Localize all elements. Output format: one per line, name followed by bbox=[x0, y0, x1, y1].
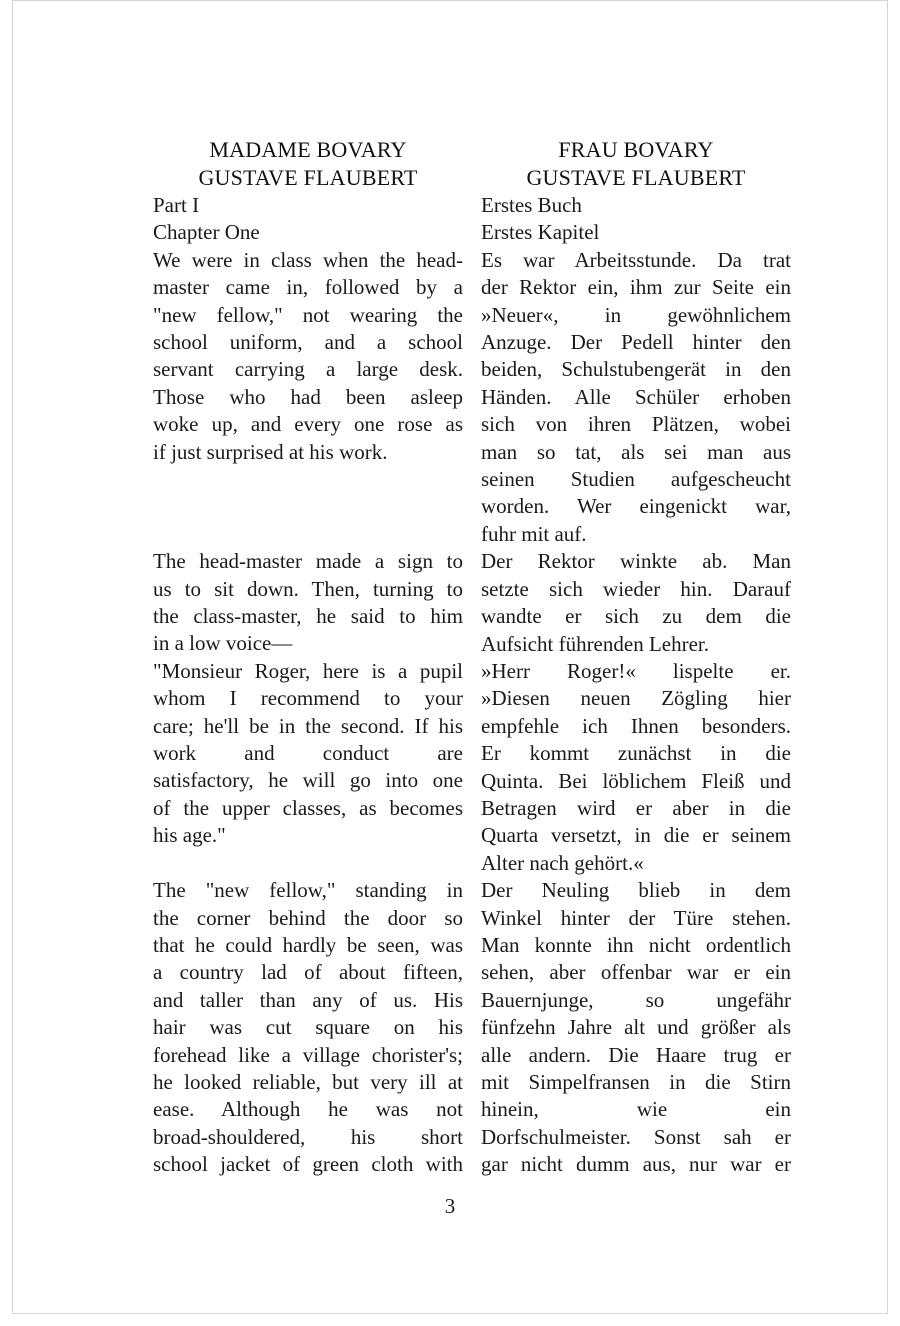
text-line: ease. Although he was not bbox=[153, 1097, 463, 1122]
text-line: setzte sich wieder hin. Darauf bbox=[481, 576, 791, 601]
text-line: Dorfschulmeister. Sonst sah er bbox=[481, 1124, 791, 1149]
text-line: beiden, Schulstubengerät in den bbox=[481, 357, 791, 382]
text-line: and taller than any of us. His bbox=[153, 987, 463, 1012]
german-author-line: GUSTAVE FLAUBERT bbox=[526, 165, 746, 190]
text-line bbox=[153, 850, 463, 877]
text-line: the corner behind the door so bbox=[153, 905, 463, 930]
text-line: a country lad of about fifteen, bbox=[153, 960, 463, 985]
text-line: Part I bbox=[153, 193, 200, 217]
text-line: The "new fellow," standing in bbox=[153, 878, 463, 903]
text-line: Der Neuling blieb in dem bbox=[481, 878, 791, 903]
text-line: seinen Studien aufgescheucht bbox=[481, 467, 791, 492]
text-line: gar nicht dumm aus, nur war er bbox=[481, 1152, 791, 1177]
text-line: empfehle ich Ihnen besonders. bbox=[481, 713, 791, 738]
text-line: "new fellow," not wearing the bbox=[153, 302, 463, 327]
text-line: Bauernjunge, so ungefähr bbox=[481, 987, 791, 1012]
text-line: Er kommt zunächst in die bbox=[481, 741, 791, 766]
text-line: »Neuer«, in gewöhnlichem bbox=[481, 302, 791, 327]
text-line: of the upper classes, as becomes bbox=[153, 795, 463, 820]
english-column bbox=[153, 136, 463, 1179]
text-line: satisfactory, he will go into one bbox=[153, 768, 463, 793]
text-line: work and conduct are bbox=[153, 741, 463, 766]
text-line: school uniform, and a school bbox=[153, 330, 463, 355]
document-page bbox=[12, 0, 888, 1314]
english-author-line: GUSTAVE FLAUBERT bbox=[198, 165, 418, 190]
text-line: sich von ihren Plätzen, wobei bbox=[481, 412, 791, 437]
text-line: the class-master, he said to him bbox=[153, 604, 463, 629]
text-line: hair was cut square on his bbox=[153, 1015, 463, 1040]
text-line: fuhr mit auf. bbox=[481, 521, 587, 546]
text-line: Winkel hinter der Türe stehen. bbox=[481, 905, 791, 930]
german-title bbox=[481, 136, 791, 192]
text-line: he looked reliable, but very ill at bbox=[153, 1069, 463, 1094]
text-line: Anzuge. Der Pedell hinter den bbox=[481, 330, 791, 355]
text-line: wandte er sich zu dem die bbox=[481, 604, 791, 629]
text-line: Es war Arbeitsstunde. Da trat bbox=[481, 247, 791, 272]
text-line: der Rektor ein, ihm zur Seite ein bbox=[481, 275, 791, 300]
text-line: his age." bbox=[153, 823, 226, 848]
german-text-body bbox=[481, 192, 791, 1179]
text-line: mit Simpelfransen in die Stirn bbox=[481, 1070, 791, 1094]
text-line: that he could hardly be seen, was bbox=[153, 932, 463, 957]
text-line: We were in class when the head- bbox=[153, 247, 463, 272]
text-line: school jacket of green cloth with bbox=[153, 1152, 463, 1177]
text-line: if just surprised at his work. bbox=[153, 439, 388, 464]
text-line: Alter nach gehört.« bbox=[481, 850, 644, 875]
text-line: sehen, aber offenbar war er ein bbox=[481, 960, 791, 985]
text-line bbox=[153, 521, 463, 548]
text-line: The head-master made a sign to bbox=[153, 549, 463, 574]
german-column bbox=[481, 136, 791, 1179]
text-line: Chapter One bbox=[153, 220, 260, 245]
text-line: woke up, and every one rose as bbox=[153, 412, 463, 437]
text-line: »Herr Roger!« lispelte er. bbox=[481, 658, 791, 683]
german-title-line: FRAU BOVARY bbox=[558, 137, 714, 162]
text-line: Man konnte ihn nicht ordentlich bbox=[481, 932, 791, 957]
text-line: Erstes Buch bbox=[481, 193, 582, 217]
text-line: whom I recommend to your bbox=[153, 686, 463, 711]
english-text-body bbox=[153, 192, 463, 1179]
page-number: 3 bbox=[444, 1194, 456, 1218]
text-line: Erstes Kapitel bbox=[481, 220, 600, 245]
english-title-line: MADAME BOVARY bbox=[209, 137, 407, 162]
text-line: master came in, followed by a bbox=[153, 275, 463, 300]
text-line: Quarta versetzt, in die er seinem bbox=[481, 823, 791, 848]
text-line: forehead like a village chorister's; bbox=[153, 1042, 463, 1067]
text-line: care; he'll be in the second. If his bbox=[153, 713, 463, 738]
text-line: in a low voice— bbox=[153, 631, 293, 656]
text-line: Der Rektor winkte ab. Man bbox=[481, 549, 791, 574]
text-line: broad-shouldered, his short bbox=[153, 1124, 463, 1149]
text-line: Quinta. Bei löblichem Fleiß und bbox=[481, 768, 791, 793]
text-line: Aufsicht führenden Lehrer. bbox=[481, 631, 709, 656]
text-line: "Monsieur Roger, here is a pupil bbox=[153, 658, 463, 683]
text-line bbox=[153, 493, 463, 520]
text-line: servant carrying a large desk. bbox=[153, 357, 463, 382]
text-line: alle andern. Die Haare trug er bbox=[481, 1042, 791, 1067]
text-line: »Diesen neuen Zögling hier bbox=[481, 686, 791, 711]
text-line: Those who had been asleep bbox=[153, 384, 463, 409]
text-line: Betragen wird er aber in die bbox=[481, 795, 791, 820]
text-line: fünfzehn Jahre alt und größer als bbox=[481, 1015, 791, 1040]
text-line: us to sit down. Then, turning to bbox=[153, 576, 463, 601]
text-line bbox=[153, 466, 463, 493]
english-title bbox=[153, 136, 463, 192]
text-line: Händen. Alle Schüler erhoben bbox=[481, 384, 791, 409]
text-line: worden. Wer eingenickt war, bbox=[481, 494, 791, 519]
text-line: man so tat, als sei man aus bbox=[481, 439, 791, 464]
text-line: hinein, wie ein bbox=[481, 1097, 791, 1122]
